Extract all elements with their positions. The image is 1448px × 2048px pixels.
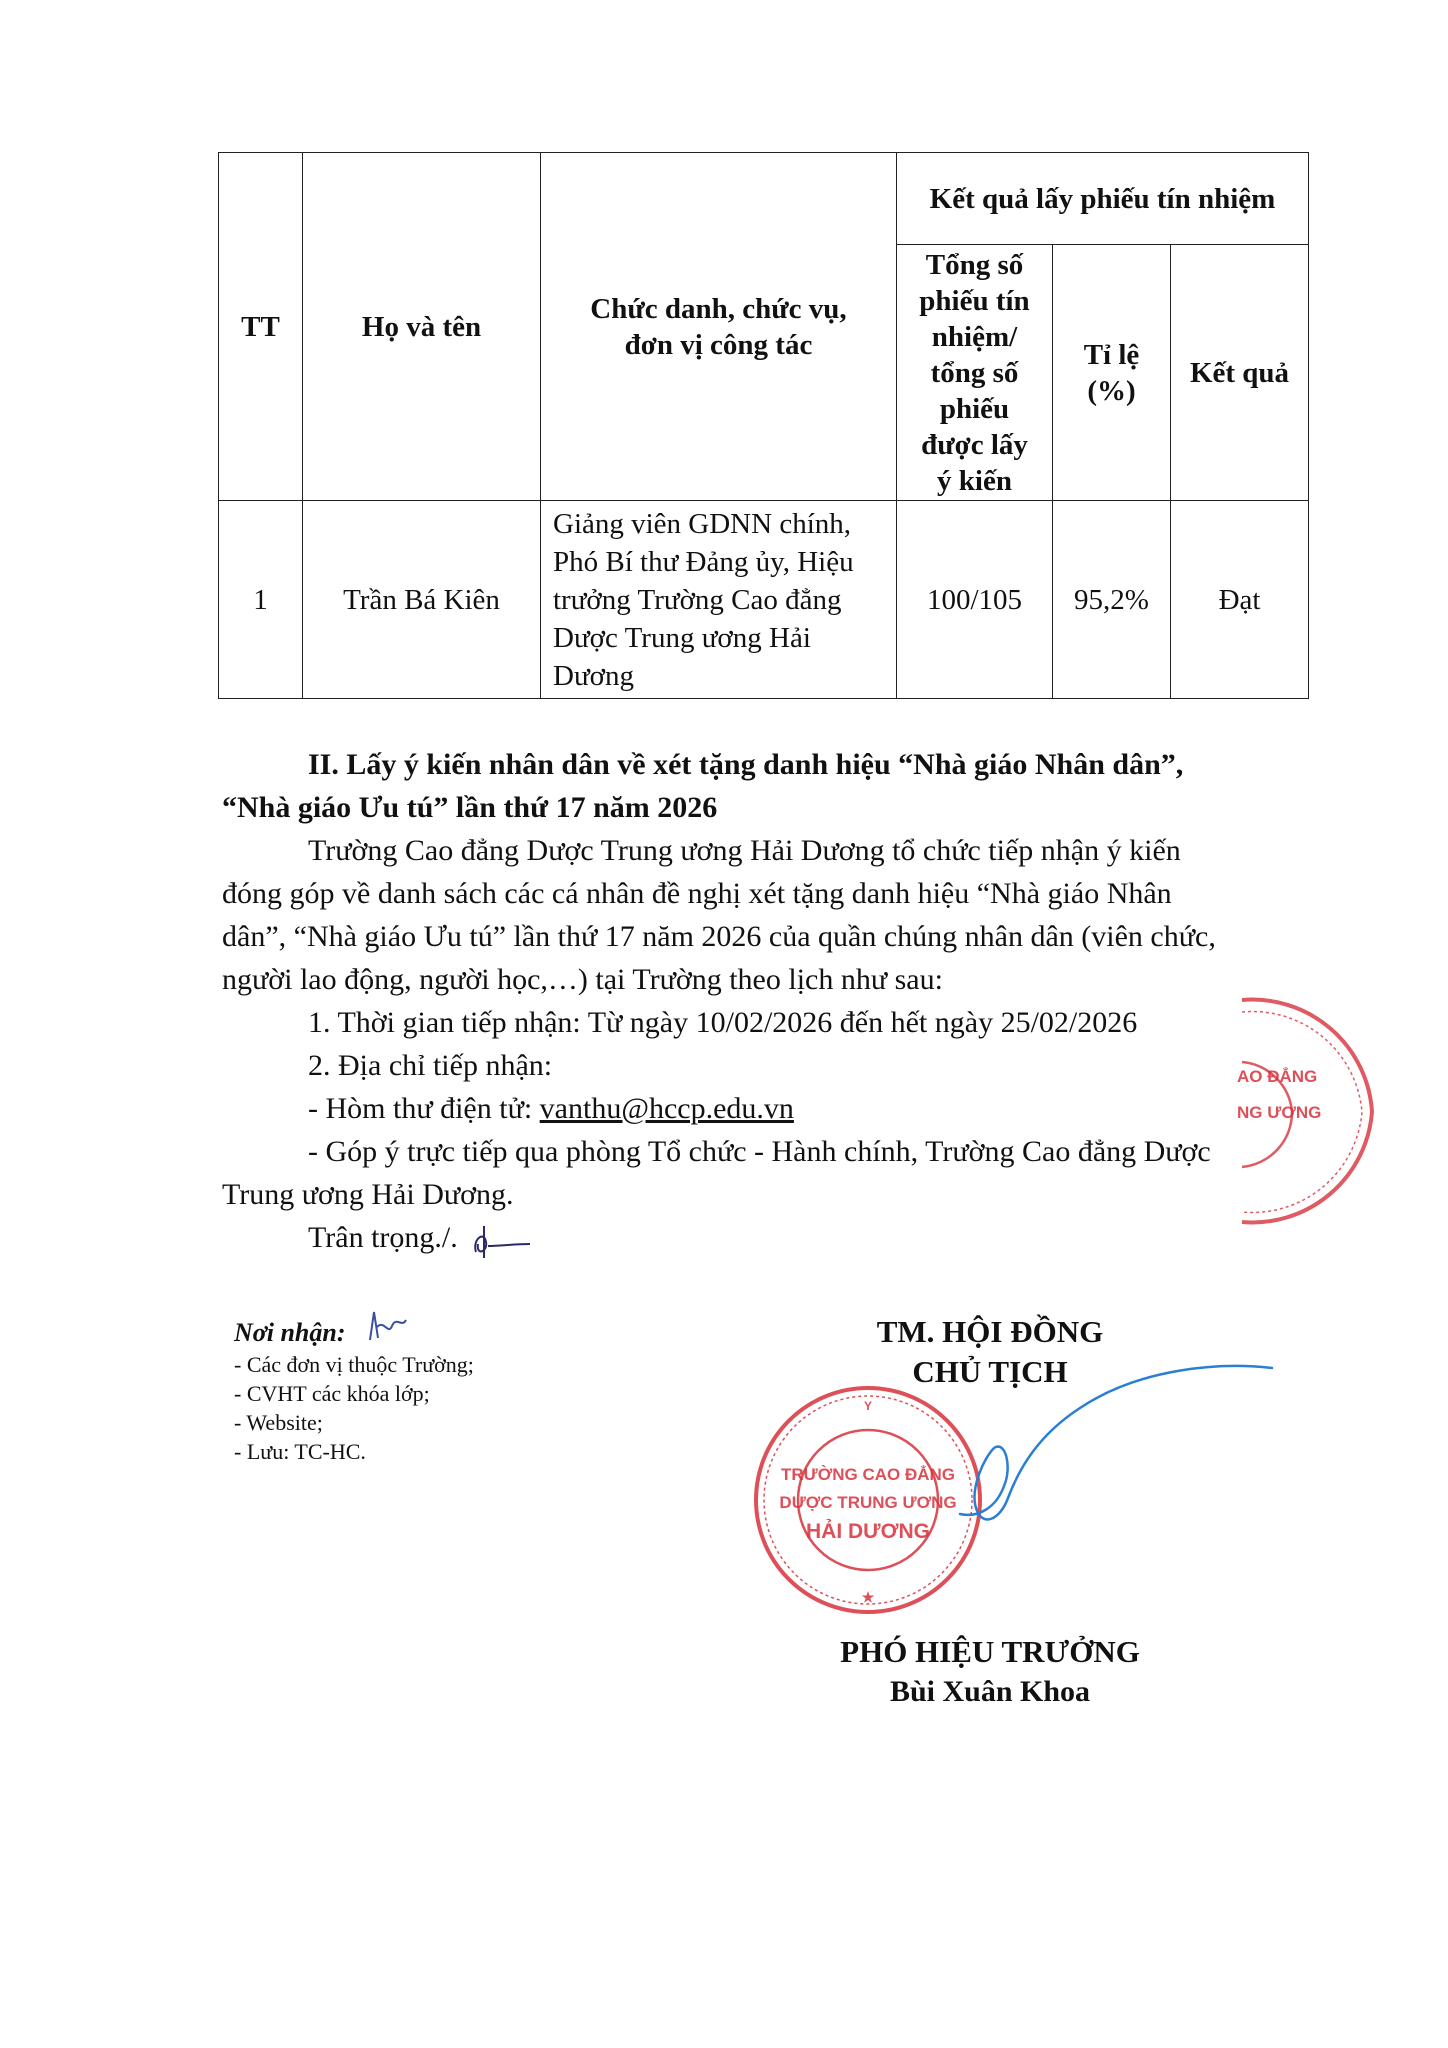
signature-person — [760, 1632, 1220, 1712]
recipient-item: - Các đơn vị thuộc Trường; — [234, 1352, 474, 1377]
recipient-item: - CVHT các khóa lớp; — [234, 1381, 430, 1406]
header-result-group: Kết quả lấy phiếu tín nhiệm — [897, 153, 1309, 245]
section-heading — [222, 743, 1310, 829]
recipients-title: Nơi nhận: — [234, 1318, 346, 1347]
partial-seal-stamp — [1232, 982, 1382, 1242]
vote-result-table — [218, 152, 1309, 699]
svg-text:Y: Y — [863, 1399, 873, 1413]
header-votes-line: nhiệm/ — [931, 320, 1018, 353]
cell-tt: 1 — [219, 501, 303, 699]
section-heading-line1: II. Lấy ý kiến nhân dân về xét tặng danh hiệu “Nhà giáo Nhân dân”, — [308, 748, 1184, 781]
header-rate-line: (%) — [1087, 374, 1136, 407]
intro-line: Trường Cao đẳng Dược Trung ương Hải Dương tổ chức tiếp nhận ý kiến — [308, 834, 1181, 867]
receipt-time: 1. Thời gian tiếp nhận: Từ ngày 10/02/2026 đến hết ngày 25/02/2026 — [308, 1006, 1138, 1039]
header-name: Họ và tên — [303, 153, 541, 501]
partial-stamp-line: NG ƯƠNG — [1237, 1103, 1322, 1122]
header-result: Kết quả — [1171, 245, 1309, 501]
header-votes-line: Tổng số — [925, 248, 1024, 281]
receipt-address: 2. Địa chỉ tiếp nhận: — [308, 1049, 553, 1082]
partial-stamp-line: AO ĐẲNG — [1237, 1067, 1318, 1086]
header-votes-line: phiếu tín — [919, 284, 1030, 317]
header-rate — [1053, 245, 1171, 501]
header-rate-line: Tỉ lệ — [1083, 338, 1140, 371]
intro-line: đóng góp về danh sách các cá nhân đề nghị xét tặng danh hiệu “Nhà giáo Nhân — [222, 877, 1172, 910]
intro-line: dân”, “Nhà giáo Ưu tú” lần thứ 17 năm 2026 của quần chúng nhân dân (viên chức, — [222, 920, 1216, 953]
table-row — [219, 501, 1309, 699]
svg-text:★: ★ — [861, 1589, 875, 1605]
signature-title: PHÓ HIỆU TRƯỞNG — [840, 1634, 1140, 1669]
cell-position-line: trưởng Trường Cao đẳng — [553, 583, 842, 616]
cell-position-line: Giảng viên GDNN chính, — [553, 507, 852, 540]
cell-position — [541, 501, 897, 699]
email-link[interactable]: vanthu@hccp.edu.vn — [539, 1092, 794, 1125]
direct-feedback-line: Trung ương Hải Dương. — [222, 1178, 514, 1211]
closing: Trân trọng./. — [308, 1221, 458, 1254]
cell-position-line: Dược Trung ương Hải — [553, 621, 811, 654]
recipient-item: - Lưu: TC-HC. — [234, 1439, 366, 1464]
section-heading-line2: “Nhà giáo Ưu tú” lần thứ 17 năm 2026 — [222, 791, 718, 824]
stamp-line: HẢI DƯƠNG — [805, 1520, 931, 1543]
cell-name: Trần Bá Kiên — [303, 501, 541, 699]
stamp-line: DƯỢC TRUNG ƯƠNG — [779, 1493, 957, 1512]
cell-result: Đạt — [1171, 501, 1309, 699]
recipient-item: - Website; — [234, 1410, 323, 1435]
handwritten-signature — [920, 1348, 1280, 1538]
direct-feedback-line: - Góp ý trực tiếp qua phòng Tổ chức - Hành chính, Trường Cao đẳng Dược — [308, 1135, 1211, 1168]
cell-position-line: Phó Bí thư Đảng ủy, Hiệu — [553, 545, 854, 578]
signature-name: Bùi Xuân Khoa — [889, 1675, 1091, 1708]
cell-votes: 100/105 — [897, 501, 1053, 699]
signature-line1: TM. HỘI ĐỒNG — [876, 1314, 1104, 1349]
header-position — [541, 153, 897, 501]
cell-rate: 95,2% — [1053, 501, 1171, 699]
recipients-initial-mark — [362, 1308, 412, 1348]
direct-feedback — [222, 1130, 1310, 1216]
email-label: - Hòm thư điện tử: — [308, 1092, 540, 1125]
initial-mark — [466, 1222, 536, 1262]
header-votes-line: tổng số — [930, 356, 1019, 389]
signature-line2: CHỦ TỊCH — [912, 1354, 1068, 1389]
cell-position-line: Dương — [553, 659, 634, 692]
intro-paragraph — [222, 829, 1310, 1001]
header-position-line2: đơn vị công tác — [624, 328, 813, 361]
email-line — [222, 1087, 1310, 1130]
intro-line: người lao động, người học,…) tại Trường theo lịch như sau: — [222, 963, 943, 996]
stamp-line: TRƯỜNG CAO ĐẲNG — [780, 1465, 956, 1484]
header-tt: TT — [219, 153, 303, 501]
header-votes-line: ý kiến — [937, 464, 1012, 497]
header-votes-line: phiếu — [939, 392, 1010, 425]
recipients-block — [234, 1316, 654, 1466]
header-position-line1: Chức danh, chức vụ, — [590, 292, 847, 325]
header-votes-line: được lấy — [921, 428, 1028, 461]
header-votes — [897, 245, 1053, 501]
